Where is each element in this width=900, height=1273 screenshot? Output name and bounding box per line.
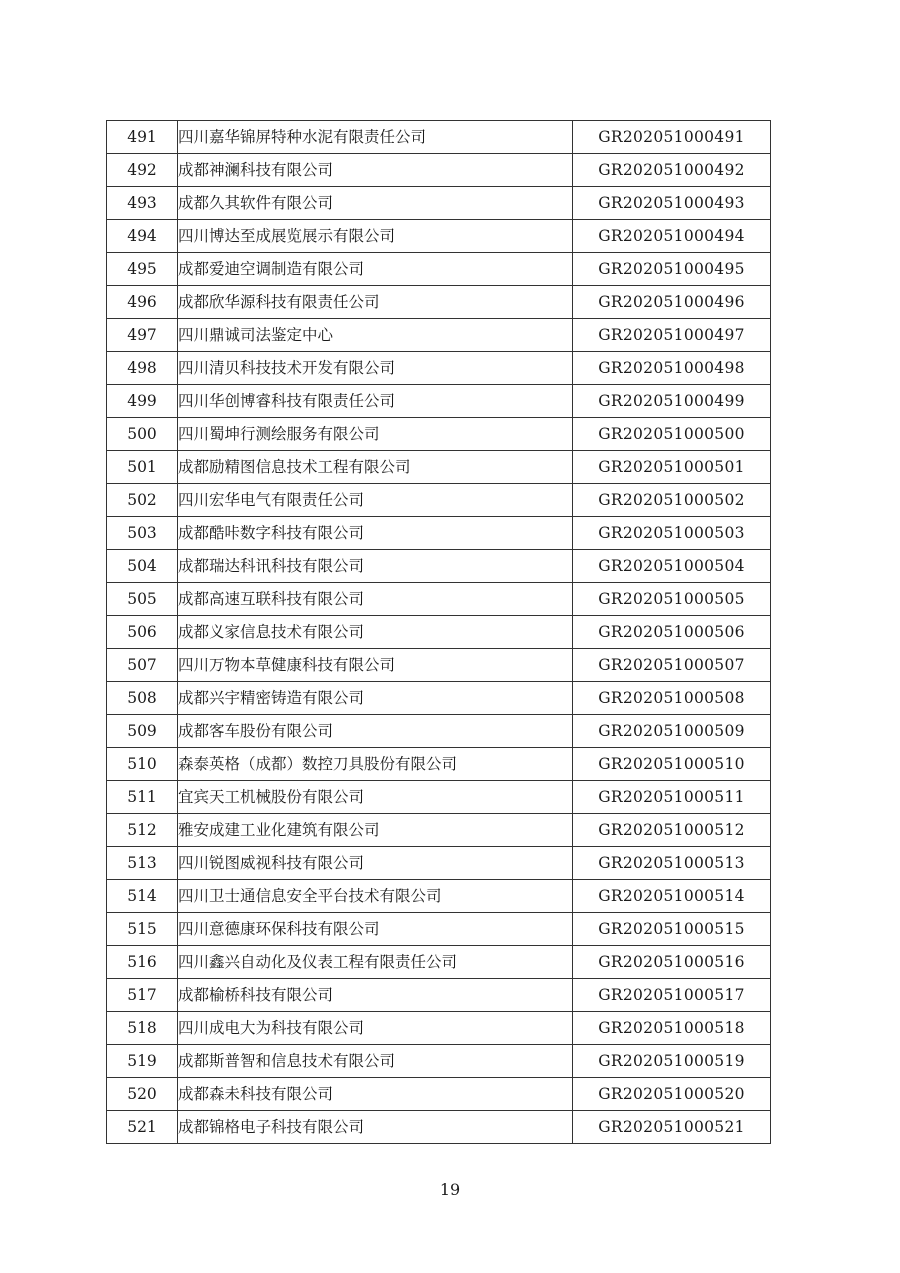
certificate-code: GR202051000521 — [573, 1111, 771, 1144]
table-row — [107, 1111, 771, 1144]
table-row — [107, 286, 771, 319]
company-table — [106, 120, 771, 1144]
company-name: 四川博达至成展览展示有限公司 — [178, 220, 573, 253]
certificate-code: GR202051000508 — [573, 682, 771, 715]
company-name: 成都瑞达科讯科技有限公司 — [178, 550, 573, 583]
row-number: 493 — [107, 187, 178, 220]
table-row — [107, 319, 771, 352]
certificate-code: GR202051000500 — [573, 418, 771, 451]
company-name: 成都锦格电子科技有限公司 — [178, 1111, 573, 1144]
certificate-code: GR202051000505 — [573, 583, 771, 616]
row-number: 494 — [107, 220, 178, 253]
table-row — [107, 682, 771, 715]
row-number: 512 — [107, 814, 178, 847]
company-name: 四川蜀坤行测绘服务有限公司 — [178, 418, 573, 451]
company-name: 成都久其软件有限公司 — [178, 187, 573, 220]
company-name: 宜宾天工机械股份有限公司 — [178, 781, 573, 814]
row-number: 498 — [107, 352, 178, 385]
certificate-code: GR202051000497 — [573, 319, 771, 352]
table-row — [107, 1012, 771, 1045]
table-row — [107, 715, 771, 748]
table-row — [107, 220, 771, 253]
table-row — [107, 946, 771, 979]
row-number: 511 — [107, 781, 178, 814]
table-row — [107, 1078, 771, 1111]
certificate-code: GR202051000495 — [573, 253, 771, 286]
table-row — [107, 748, 771, 781]
row-number: 509 — [107, 715, 178, 748]
row-number: 500 — [107, 418, 178, 451]
company-name: 四川意德康环保科技有限公司 — [178, 913, 573, 946]
row-number: 492 — [107, 154, 178, 187]
row-number: 496 — [107, 286, 178, 319]
company-name: 成都神澜科技有限公司 — [178, 154, 573, 187]
row-number: 514 — [107, 880, 178, 913]
company-name: 四川成电大为科技有限公司 — [178, 1012, 573, 1045]
table-row — [107, 187, 771, 220]
company-name: 成都爱迪空调制造有限公司 — [178, 253, 573, 286]
table-row — [107, 979, 771, 1012]
row-number: 491 — [107, 121, 178, 154]
table-row — [107, 616, 771, 649]
certificate-code: GR202051000499 — [573, 385, 771, 418]
certificate-code: GR202051000516 — [573, 946, 771, 979]
certificate-code: GR202051000506 — [573, 616, 771, 649]
company-name: 成都森未科技有限公司 — [178, 1078, 573, 1111]
company-name: 四川鼎诚司法鉴定中心 — [178, 319, 573, 352]
certificate-code: GR202051000494 — [573, 220, 771, 253]
table-row — [107, 847, 771, 880]
row-number: 497 — [107, 319, 178, 352]
table-row — [107, 418, 771, 451]
company-name: 四川锐图威视科技有限公司 — [178, 847, 573, 880]
certificate-code: GR202051000519 — [573, 1045, 771, 1078]
certificate-code: GR202051000520 — [573, 1078, 771, 1111]
row-number: 506 — [107, 616, 178, 649]
row-number: 495 — [107, 253, 178, 286]
table-row — [107, 385, 771, 418]
row-number: 499 — [107, 385, 178, 418]
company-name: 成都高速互联科技有限公司 — [178, 583, 573, 616]
page-number: 19 — [439, 1180, 461, 1199]
row-number: 508 — [107, 682, 178, 715]
certificate-code: GR202051000504 — [573, 550, 771, 583]
row-number: 520 — [107, 1078, 178, 1111]
company-table-body — [107, 121, 771, 1144]
row-number: 517 — [107, 979, 178, 1012]
certificate-code: GR202051000513 — [573, 847, 771, 880]
table-row — [107, 880, 771, 913]
company-name: 四川万物本草健康科技有限公司 — [178, 649, 573, 682]
company-name: 四川华创博睿科技有限责任公司 — [178, 385, 573, 418]
table-row — [107, 253, 771, 286]
company-name: 成都义家信息技术有限公司 — [178, 616, 573, 649]
company-name: 成都欣华源科技有限责任公司 — [178, 286, 573, 319]
row-number: 521 — [107, 1111, 178, 1144]
table-row — [107, 154, 771, 187]
row-number: 518 — [107, 1012, 178, 1045]
certificate-code: GR202051000510 — [573, 748, 771, 781]
row-number: 516 — [107, 946, 178, 979]
row-number: 507 — [107, 649, 178, 682]
company-name: 四川清贝科技技术开发有限公司 — [178, 352, 573, 385]
certificate-code: GR202051000503 — [573, 517, 771, 550]
row-number: 503 — [107, 517, 178, 550]
company-name: 成都兴宇精密铸造有限公司 — [178, 682, 573, 715]
table-row — [107, 550, 771, 583]
certificate-code: GR202051000512 — [573, 814, 771, 847]
certificate-code: GR202051000493 — [573, 187, 771, 220]
certificate-code: GR202051000501 — [573, 451, 771, 484]
table-row — [107, 649, 771, 682]
table-row — [107, 484, 771, 517]
row-number: 504 — [107, 550, 178, 583]
table-row — [107, 121, 771, 154]
company-name: 四川卫士通信息安全平台技术有限公司 — [178, 880, 573, 913]
certificate-code: GR202051000502 — [573, 484, 771, 517]
table-row — [107, 451, 771, 484]
table-row — [107, 1045, 771, 1078]
company-name: 成都酷咔数字科技有限公司 — [178, 517, 573, 550]
company-name: 四川宏华电气有限责任公司 — [178, 484, 573, 517]
company-name: 四川鑫兴自动化及仪表工程有限责任公司 — [178, 946, 573, 979]
certificate-code: GR202051000496 — [573, 286, 771, 319]
table-row — [107, 781, 771, 814]
row-number: 501 — [107, 451, 178, 484]
certificate-code: GR202051000518 — [573, 1012, 771, 1045]
table-row — [107, 583, 771, 616]
certificate-code: GR202051000507 — [573, 649, 771, 682]
table-row — [107, 352, 771, 385]
row-number: 502 — [107, 484, 178, 517]
certificate-code: GR202051000515 — [573, 913, 771, 946]
certificate-code: GR202051000511 — [573, 781, 771, 814]
table-row — [107, 913, 771, 946]
certificate-code: GR202051000498 — [573, 352, 771, 385]
company-name: 成都客车股份有限公司 — [178, 715, 573, 748]
row-number: 519 — [107, 1045, 178, 1078]
table-row — [107, 814, 771, 847]
company-name: 成都榆桥科技有限公司 — [178, 979, 573, 1012]
certificate-code: GR202051000492 — [573, 154, 771, 187]
row-number: 513 — [107, 847, 178, 880]
certificate-code: GR202051000509 — [573, 715, 771, 748]
row-number: 510 — [107, 748, 178, 781]
company-name: 雅安成建工业化建筑有限公司 — [178, 814, 573, 847]
row-number: 515 — [107, 913, 178, 946]
row-number: 505 — [107, 583, 178, 616]
company-name: 成都励精图信息技术工程有限公司 — [178, 451, 573, 484]
certificate-code: GR202051000517 — [573, 979, 771, 1012]
company-name: 成都斯普智和信息技术有限公司 — [178, 1045, 573, 1078]
table-row — [107, 517, 771, 550]
company-name: 四川嘉华锦屏特种水泥有限责任公司 — [178, 121, 573, 154]
certificate-code: GR202051000491 — [573, 121, 771, 154]
company-name: 森泰英格（成都）数控刀具股份有限公司 — [178, 748, 573, 781]
certificate-code: GR202051000514 — [573, 880, 771, 913]
